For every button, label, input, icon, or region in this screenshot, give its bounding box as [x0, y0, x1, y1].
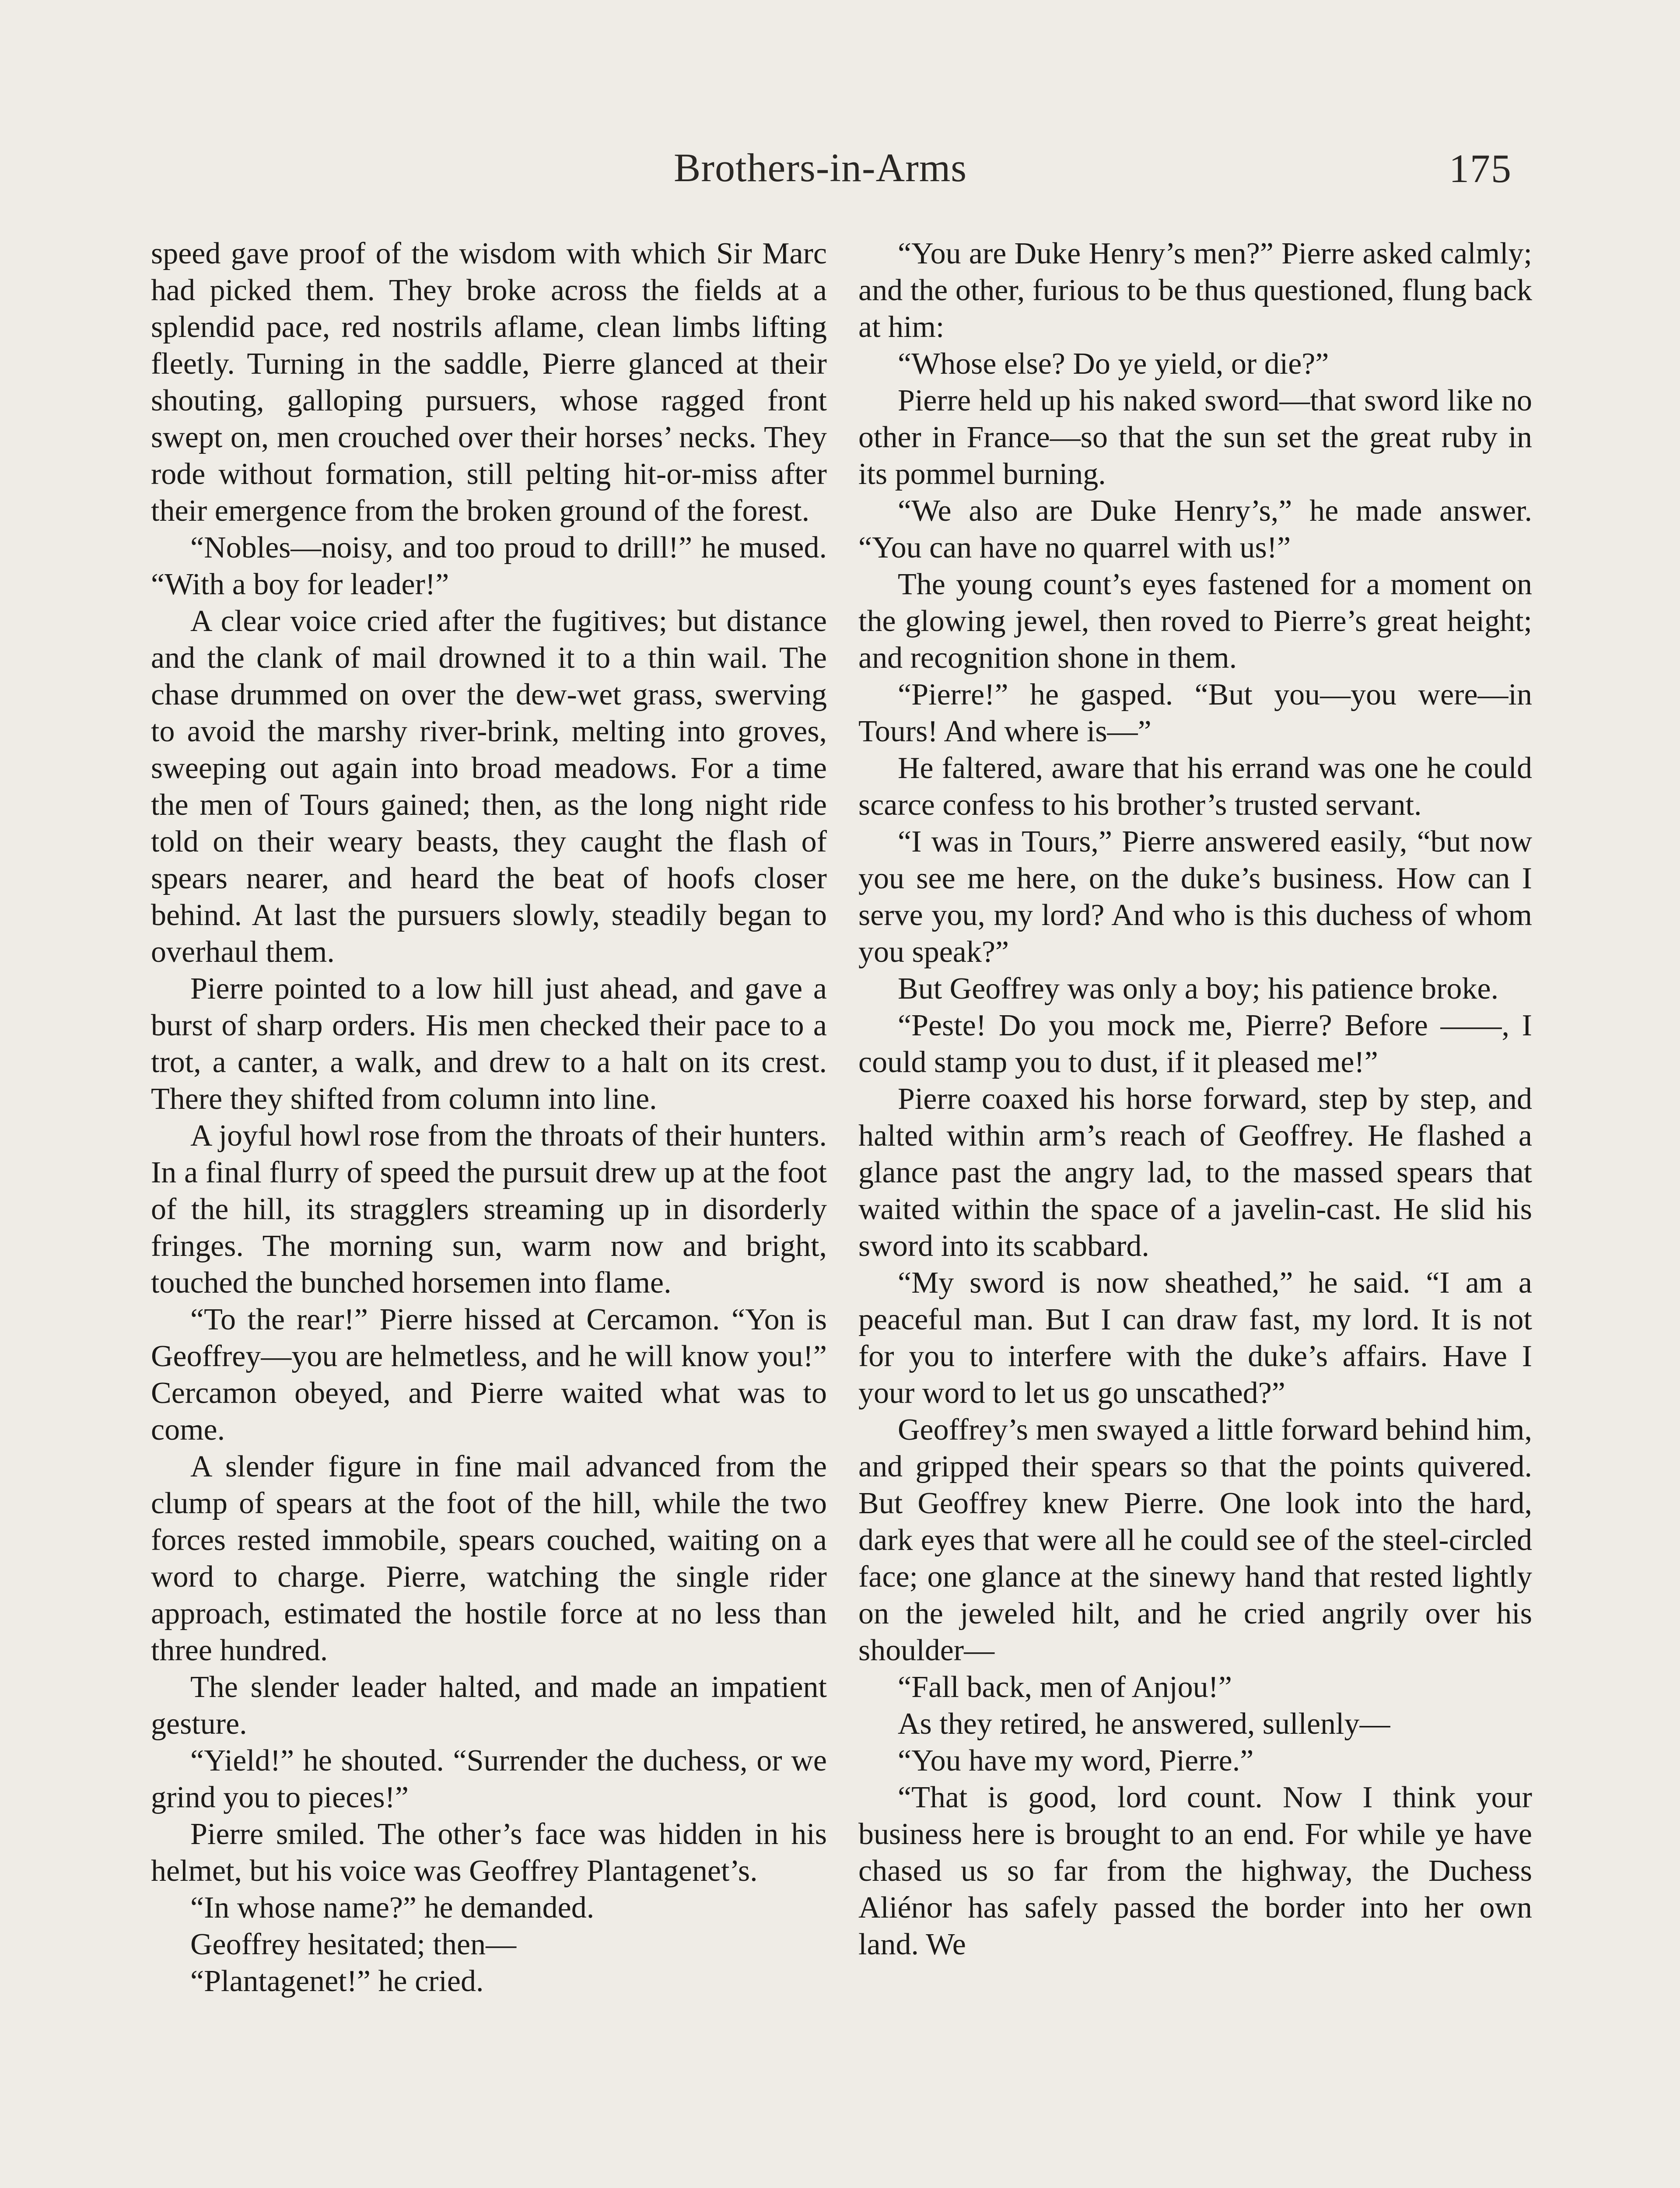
paragraph: “I was in Tours,” Pierre answered easily, “but now you see me here, on the duke’s business. How can I serve you, my lord? And who is this duchess of whom you speak?”: [858, 825, 1532, 969]
paragraph: Pierre coaxed his horse forward, step by step, and halted within arm’s reach of Geoffrey. He flashed a glance past the angry lad, to the massed spears that waited within the space of a javelin-cast. He slid his sword into its scabbard.: [858, 1082, 1532, 1263]
left-text-column: [151, 235, 827, 2000]
paragraph: A clear voice cried after the fugitives; but distance and the clank of mail drowned it to a thin wail. The chase drummed on over the dew-wet grass, swerving to avoid the marshy river-brink, melting into groves, sweeping out again into broad meadows. For a time the men of Tours gained; then, as the long night ride told on their weary beasts, they caught the flash of spears nearer, and heard the beat of hoofs closer behind. At last the pursuers slowly, steadily began to overhaul them.: [151, 604, 827, 969]
paragraph: “Fall back, men of Anjou!”: [898, 1670, 1232, 1704]
paragraph: “Peste! Do you mock me, Pierre? Before ——, I could stamp you to dust, if it pleased me!”: [858, 1009, 1532, 1079]
paragraph: Pierre held up his naked sword—that sword like no other in France—so that the sun set the great ruby in its pommel burning.: [858, 384, 1532, 491]
paragraph: speed gave proof of the wisdom with which Sir Marc had picked them. They broke across the fields at a splendid pace, red nostrils aflame, clean limbs lifting fleetly. Turning in the saddle, Pierre glanced at their shouting, galloping pursuers, whose ragged front swept on, men crouched over their horses’ necks. They rode without formation, still pelting hit-or-miss after their emergence from the broken ground of the forest.: [151, 237, 827, 528]
paragraph: “Yield!” he shouted. “Surrender the duchess, or we grind you to pieces!”: [151, 1744, 827, 1814]
paragraph: “You have my word, Pierre.”: [898, 1744, 1254, 1778]
running-head-title: Brothers-in-Arms: [674, 145, 967, 190]
paragraph: “My sword is now sheathed,” he said. “I am a peaceful man. But I can draw fast, my lord. It is not for you to interfere with the duke’s affairs. Have I your word to let us go unscathed?”: [858, 1266, 1532, 1410]
paragraph: “We also are Duke Henry’s,” he made answer. “You can have no quarrel with us!”: [858, 494, 1532, 565]
paragraph: The young count’s eyes fastened for a moment on the glowing jewel, then roved to Pierre’s great height; and recognition shone in them.: [858, 568, 1532, 675]
paragraph: Geoffrey hesitated; then—: [190, 1928, 517, 1961]
paragraph: Geoffrey’s men swayed a little forward behind him, and gripped their spears so that the points quivered. But Geoffrey knew Pierre. One look into the hard, dark eyes that were all he could see of the steel-circled face; one glance at the sinewy hand that rested lightly on the jeweled hilt, and he cried angrily over his shoulder—: [858, 1413, 1532, 1667]
paragraph: But Geoffrey was only a boy; his patience broke.: [898, 972, 1499, 1006]
paragraph: As they retired, he answered, sullenly—: [898, 1707, 1390, 1741]
paragraph: “In whose name?” he demanded.: [190, 1891, 595, 1925]
paragraph: He faltered, aware that his errand was one he could scarce confess to his brother’s trusted servant.: [858, 751, 1532, 822]
paragraph: “To the rear!” Pierre hissed at Cercamon. “Yon is Geoffrey—you are helmetless, and he will know you!” Cercamon obeyed, and Pierre waited what was to come.: [151, 1303, 827, 1447]
paragraph: The slender leader halted, and made an impatient gesture.: [151, 1670, 827, 1741]
paragraph: “You are Duke Henry’s men?” Pierre asked calmly; and the other, furious to be thus questioned, flung back at him:: [858, 237, 1532, 344]
paragraph: “Pierre!” he gasped. “But you—you were—in Tours! And where is—”: [858, 678, 1532, 748]
page-number: 175: [1449, 146, 1512, 191]
paragraph: Pierre pointed to a low hill just ahead, and gave a burst of sharp orders. His men checked their pace to a trot, a canter, a walk, and drew to a halt on its crest. There they shifted from column into line.: [151, 972, 827, 1116]
paragraph: “Nobles—noisy, and too proud to drill!” he mused. “With a boy for leader!”: [151, 531, 827, 601]
paragraph: A joyful howl rose from the throats of their hunters. In a final flurry of speed the pursuit drew up at the foot of the hill, its stragglers streaming up in disorderly fringes. The morning sun, warm now and bright, touched the bunched horsemen into flame.: [151, 1119, 827, 1300]
paragraph: Pierre smiled. The other’s face was hidden in his helmet, but his voice was Geoffrey Plantagenet’s.: [151, 1817, 827, 1888]
paragraph: “Plantagenet!” he cried.: [190, 1964, 484, 1998]
paragraph: “That is good, lord count. Now I think your business here is brought to an end. For while ye have chased us so far from the highway, the Duchess Aliénor has safely passed the border into her own land. We: [858, 1781, 1532, 1961]
paragraph: “Whose else? Do ye yield, or die?”: [898, 347, 1329, 381]
right-text-column: [858, 235, 1532, 1963]
paragraph: A slender figure in fine mail advanced from the clump of spears at the foot of the hill, while the two forces rested immobile, spears couched, waiting on a word to charge. Pierre, watching the single rider approach, estimated the hostile force at no less than three hundred.: [151, 1450, 827, 1667]
